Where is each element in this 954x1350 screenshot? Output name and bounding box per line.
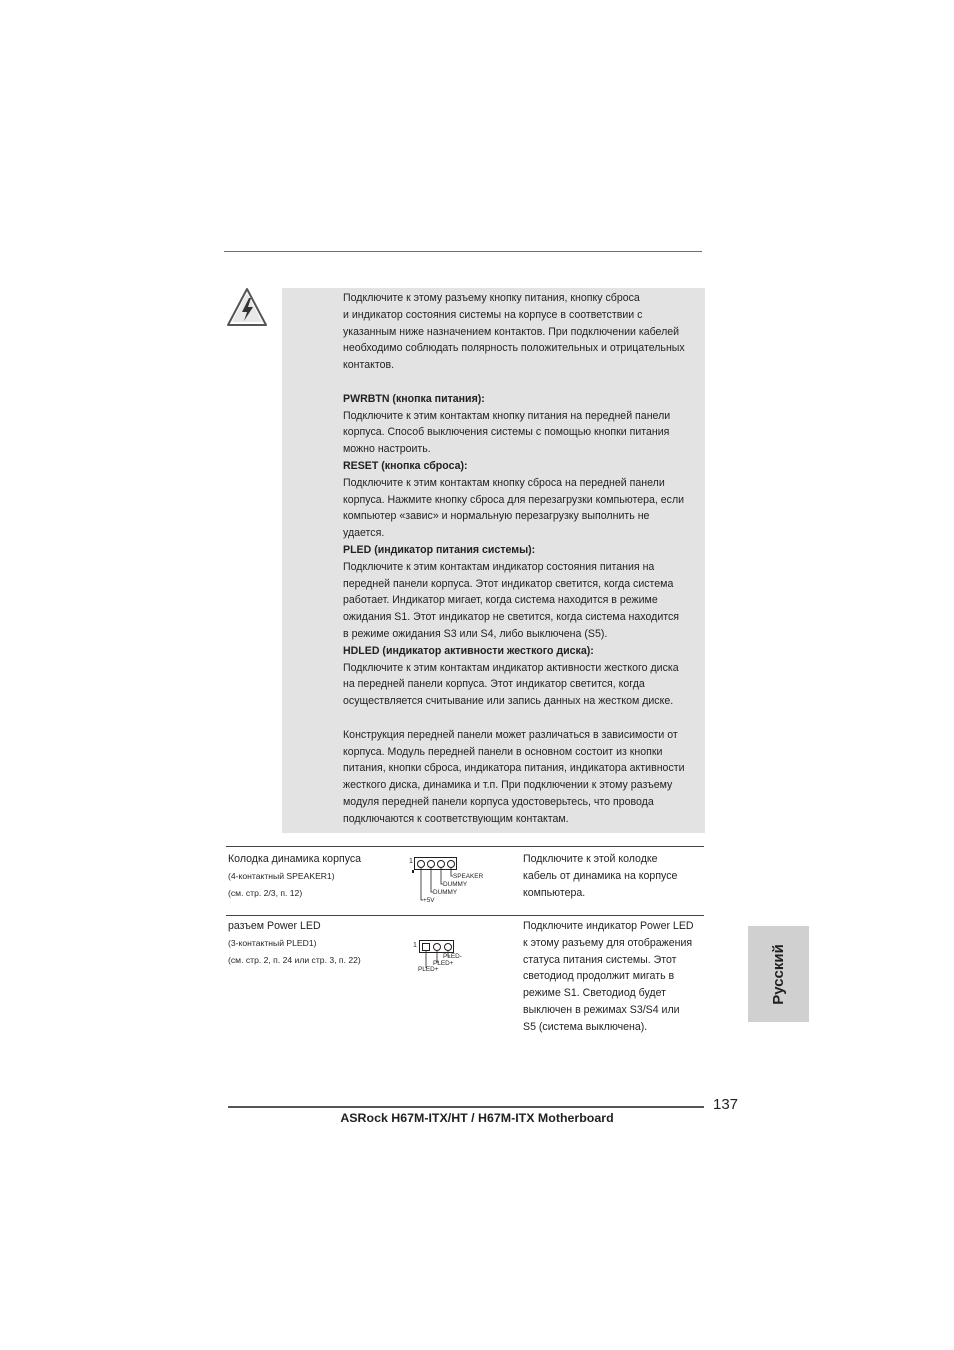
- reset-heading: RESET (кнопка сброса):: [343, 459, 468, 472]
- pled-row-divider: [226, 915, 704, 916]
- speaker-description: Подключите к этой колодке кабель от динамика на корпусе компьютера.: [523, 853, 678, 899]
- pwrbtn-body: Подключите к этим контактам кнопку питания на передней панели корпуса. Способ выключения системы с помощью кнопки питания можно настроить.: [343, 409, 671, 456]
- note-content: [343, 290, 705, 828]
- speaker-title: Колодка динамика корпуса: [228, 853, 362, 865]
- speaker-pin-label: DUMMY: [443, 881, 468, 888]
- pled-header-diagram: [413, 938, 473, 978]
- pled-pin-label: PLED+: [433, 960, 454, 967]
- pled-reference: (см. стр. 2, п. 24 или стр. 3, п. 22): [228, 954, 361, 965]
- pwrbtn-heading: PWRBTN (кнопка питания):: [343, 392, 485, 405]
- pled-heading: PLED (индикатор питания системы):: [343, 543, 536, 556]
- pled-info: [228, 918, 408, 968]
- warning-icon: [226, 287, 268, 327]
- speaker-pin1-label: 1: [409, 858, 413, 865]
- pled-pin-label: PLED-: [443, 953, 462, 960]
- speaker-pin-label: DUMMY: [433, 889, 458, 896]
- top-divider: [224, 251, 702, 252]
- speaker-pin-label: SPEAKER: [453, 873, 484, 880]
- pled-pin1-label: 1: [413, 942, 417, 949]
- speaker-reference: (см. стр. 2/3, п. 12): [228, 887, 303, 898]
- language-tab-label: Русский: [769, 943, 787, 1005]
- pled-body: Подключите к этим контактам индикатор состояния питания на передней панели корпуса. Этот индикатор светится, когда система работает. Индикатор мигает, когда система находится в режиме ожидания S1. Этот индикатор не светится, когда система находится в режиме ожидания S3 или S4, либо выключена (S5).: [343, 560, 679, 640]
- page-number: 137: [713, 1096, 739, 1113]
- speaker-pin-label: +5V: [423, 897, 435, 904]
- speaker-info: [228, 851, 408, 901]
- footer-title: ASRock H67M-ITX/HT / H67M-ITX Motherboard: [340, 1111, 614, 1125]
- intro-paragraph: Подключите к этому разъему кнопку питания, кнопку сброса и индикатор состояния системы на корпусе в соответствии с указанным ниже назначением контактов. При подключении кабелей необходимо соблюдать полярность положительных и отрицательных контактов.: [343, 292, 685, 372]
- closing-paragraph: Конструкция передней панели может различаться в зависимости от корпуса. Модуль передней панели в основном состоит из кнопки питания, кнопки сброса, индикатора питания, индикатора активности жесткого диска, динамика и т.п. При подключении к этому разъему модуля передней панели корпуса удостоверьтесь, что провода подключаются к соответствующим контактам.: [343, 728, 685, 825]
- speaker-header-diagram: [409, 855, 489, 907]
- pled-description: Подключите индикатор Power LED к этому разъему для отображения статуса питания системы. Этот светодиод продолжит мигать в режиме S1. Светодиод будет выключен в режимах S3/S4 или S5 (система выключена).: [523, 920, 694, 1033]
- speaker-subtitle: (4-контактный SPEAKER1): [228, 870, 335, 881]
- pled-pin-label: PLED+: [418, 966, 439, 973]
- hdled-body: Подключите к этим контактам индикатор активности жесткого диска на передней панели корпуса. Этот индикатор светится, когда осуществляется считывание или запись данных на жестком диске.: [343, 661, 679, 708]
- pled-subtitle: (3-контактный PLED1): [228, 937, 317, 948]
- pled-title: разъем Power LED: [228, 920, 321, 932]
- reset-body: Подключите к этим контактам кнопку сброса на передней панели корпуса. Нажмите кнопку сброса для перезагрузки компьютера, если компьютер «завис» и нормальную перезагрузку выполнить не удается.: [343, 476, 685, 540]
- hdled-heading: HDLED (индикатор активности жесткого диска):: [343, 644, 594, 657]
- speaker-row-divider: [226, 846, 704, 847]
- footer-divider: [228, 1106, 704, 1108]
- language-tab-label-wrap: [748, 926, 809, 1022]
